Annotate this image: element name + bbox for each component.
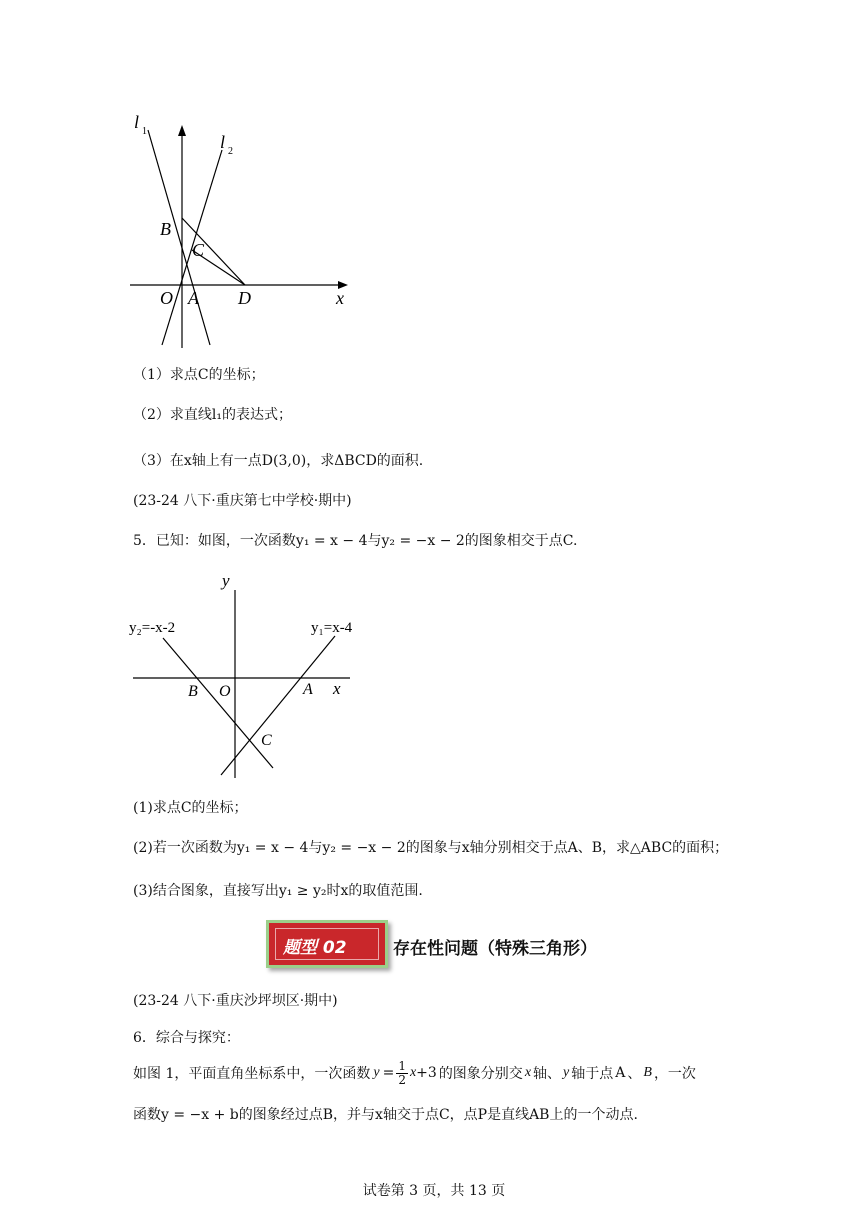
label-o: O <box>219 683 231 700</box>
label-c: C <box>192 240 205 260</box>
q5-part2: (2)若一次函数为y₁ = x − 4与y₂ = −x − 2的图象与x轴分别相交于点A、B，求△ABC的面积； <box>133 840 729 856</box>
q6-line1-c: 轴、 <box>533 1066 562 1082</box>
figure-2-diagram <box>125 568 365 783</box>
label-a: A <box>188 288 199 308</box>
q5-part3: (3)结合图象，直接写出y₁ ≥ y₂时x的取值范围. <box>133 883 423 899</box>
label-o: O <box>160 288 173 308</box>
q6-line1-e: ，一次 <box>653 1066 696 1082</box>
label-l1-sub: 1 <box>142 126 147 137</box>
q5-stem: 5．已知：如图，一次函数y₁ = x − 4与y₂ = −x − 2的图象相交于点C. <box>133 533 578 549</box>
label-x: x <box>336 288 344 308</box>
label-y-axis: y <box>222 571 230 590</box>
q6-line1-b: 的图象分别交 <box>438 1066 523 1082</box>
label-d: D <box>238 288 251 308</box>
q6-fraction <box>396 1060 408 1087</box>
label-l1: l <box>134 112 140 132</box>
q6-frac-num: 1 <box>398 1058 406 1073</box>
q6-line1: 如图 1，平面直角坐标系中，一次函数 y = $\frac{1}{2}$ x +3 的图象分别交 x 轴、 y 轴于点 A 、 B ，一次 <box>133 1058 696 1087</box>
q6-stem: 6．综合与探究： <box>133 1030 240 1046</box>
q6-source: (23-24 八下·重庆沙坪坝区·期中) <box>133 993 338 1009</box>
label-line1: y₁=x-4 <box>311 620 353 636</box>
label-a: A <box>303 681 313 698</box>
label-x-axis: x <box>333 679 341 698</box>
q4-part3: （3）在x轴上有一点D(3,0)，求ΔBCD的面积. <box>133 453 424 469</box>
y-axis-arrow <box>178 125 186 136</box>
section-badge-label: 题型 02 <box>283 938 347 958</box>
q5-source: (23-24 八下·重庆第七中学校·期中) <box>133 493 352 509</box>
q6-line2: 函数y = −x + b的图象经过点B，并与x轴交于点C，点P是直线AB上的一个动点. <box>133 1107 638 1123</box>
label-b: B <box>188 683 198 700</box>
label-b: B <box>160 219 171 239</box>
label-c: C <box>261 732 272 749</box>
q4-part2: （2）求直线l₁的表达式； <box>133 407 292 423</box>
label-line2: y₂=-x-2 <box>129 620 176 636</box>
page-footer: 试卷第 3 页，共 13 页 <box>362 1183 506 1199</box>
section-title: 存在性问题（特殊三角形） <box>393 939 597 959</box>
label-l2-sub: 2 <box>228 146 233 157</box>
q6-line1-a: 如图 1，平面直角坐标系中，一次函数 <box>133 1066 371 1082</box>
q6-frac-den: 2 <box>398 1072 406 1087</box>
q5-part1: (1)求点C的坐标； <box>133 800 248 816</box>
q6-line1-d: 轴于点 <box>571 1066 614 1082</box>
line-y2 <box>163 638 273 768</box>
figure-1-diagram <box>120 110 360 355</box>
section-badge <box>266 920 388 968</box>
label-l2: l <box>220 132 226 152</box>
q4-part1: （1）求点C的坐标； <box>133 367 265 383</box>
line-y1 <box>221 636 335 775</box>
